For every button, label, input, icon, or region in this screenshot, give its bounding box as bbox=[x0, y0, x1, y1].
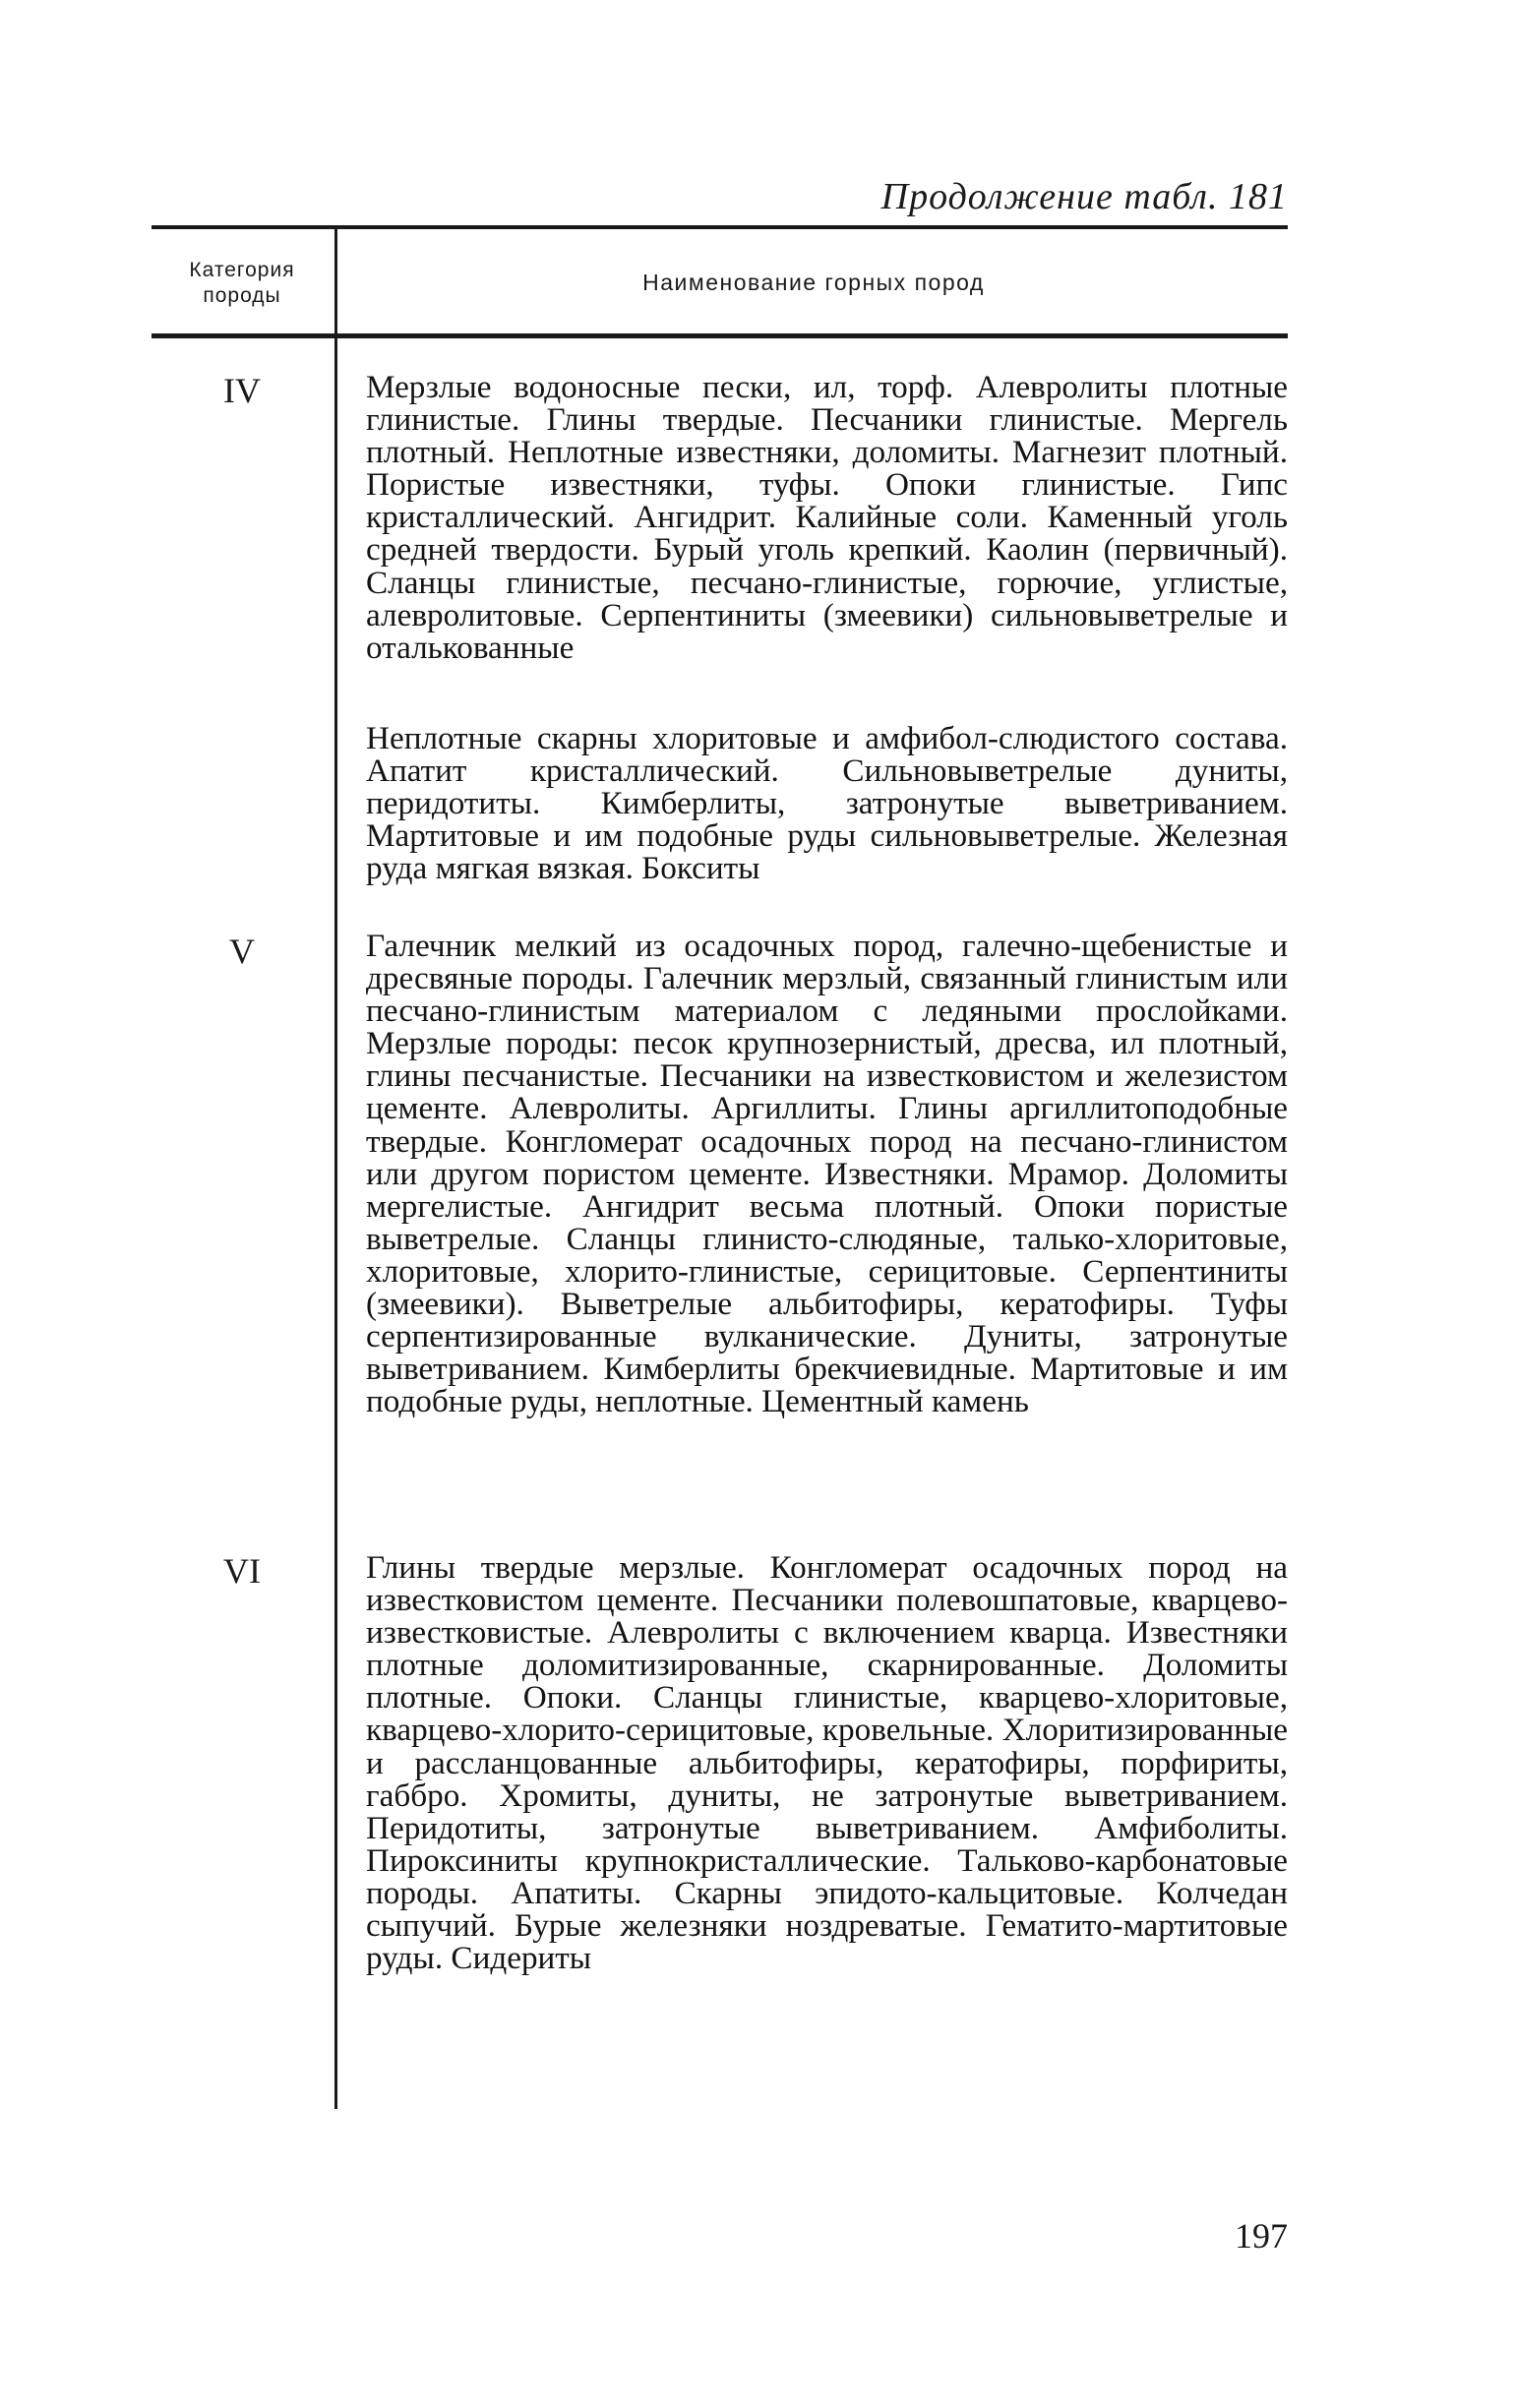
category-cell: VI bbox=[223, 1551, 261, 1591]
table-continuation-caption: Продолжение табл. 181 bbox=[880, 176, 1288, 217]
column-divider bbox=[334, 228, 337, 2109]
column-header-category: Категория породы bbox=[189, 259, 295, 307]
rock-description: Глины твердые мерзлые. Конгломерат осадочных пород на известковистом цементе. Песчаники полевошпатовые, кварцево-известковистые. Алевролиты с включением кварца. Известняки плотные доломитизированные, скарнированные. Доломиты плотные. Опоки. Сланцы глинистые, кварцево-хлоритовые, кварцево-хлорито-серицитовые, кровельные. Хлоритизированные и рассланцованные альбитофиры, кератофиры, порфириты, габбро. Хромиты, дуниты, не затронутые выветриванием. Перидотиты, затронутые выветриванием. Амфиболиты. Пироксиниты крупнокристаллические. Тальково-карбонатовые породы. Апатиты. Скарны эпидото-кальцитовые. Колчедан сыпучий. Бурые железняки ноздреватые. Гематито-мартитовые руды. Сидериты bbox=[366, 1549, 1288, 1977]
category-cell: V bbox=[229, 932, 255, 971]
rock-description: Мерзлые водоносные пески, ил, торф. Алевролиты плотные глинистые. Глины твердые. Песчаники глинистые. Мергель плотный. Неплотные известняки, доломиты. Магнезит плотный. Пористые известняки, туфы. Опоки глинистые. Гипс кристаллический. Ангидрит. Калийные соли. Каменный уголь средней твердости. Бурый уголь крепкий. Каолин (первичный). Сланцы глинистые, песчано-глинистые, горючие, углистые, алевролитовые. Серпентиниты (змеевики) сильновыветрелые и оталькованные bbox=[366, 369, 1288, 666]
rock-description: Неплотные скарны хлоритовые и амфибол-слюдистого состава. Апатит кристаллический. Сильновыветрелые дуниты, перидотиты. Кимберлиты, затронутые выветриванием. Мартитовые и им подобные руды сильновыветрелые. Железная руда мягкая вязкая. Бокситы bbox=[366, 720, 1288, 887]
table-header-rule bbox=[152, 333, 1288, 338]
column-header-rock-names: Наименование горных пород bbox=[642, 270, 985, 295]
page-number: 197 bbox=[1235, 2216, 1288, 2256]
table-top-rule bbox=[152, 225, 1288, 229]
category-cell: IV bbox=[223, 371, 261, 410]
rock-description: Галечник мелкий из осадочных пород, галечно-щебенистые и дресвяные породы. Галечник мерзлый, связанный глинистым или песчано-глинистым материалом с ледяными прослойками. Мерзлые породы: песок крупнозернистый, дресва, ил плотный, глины песчанистые. Песчаники на известковистом и железистом цементе. Алевролиты. Аргиллиты. Глины аргиллитоподобные твердые. Конгломерат осадочных пород на песчано-глинистом или другом пористом цементе. Известняки. Мрамор. Доломиты мергелистые. Ангидрит весьма плотный. Опоки пористые выветрелые. Сланцы глинисто-слюдяные, талько-хлоритовые, хлоритовые, хлорито-глинистые, серицитовые. Серпентиниты (змеевики). Выветрелые альбитофиры, кератофиры. Туфы серпентизированные вулканические. Дуниты, затронутые выветриванием. Кимберлиты брекчиевидные. Мартитовые и им подобные руды, неплотные. Цементный камень bbox=[366, 928, 1288, 1420]
